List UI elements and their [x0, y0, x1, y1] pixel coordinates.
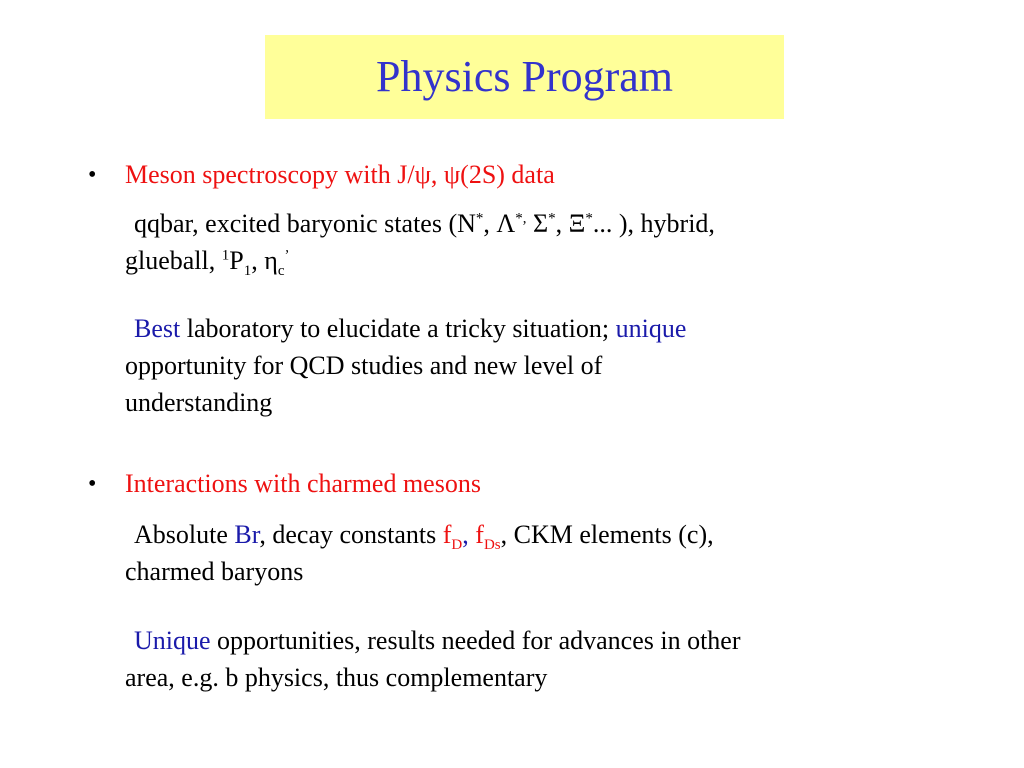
bullet-1-heading: Meson spectroscopy with J/ψ, ψ(2S) data [125, 160, 555, 189]
page-title: Physics Program [376, 52, 673, 101]
bullet-1-marker: • [88, 162, 97, 188]
paragraph-unique-opportunities: Unique opportunities, results needed for advances in other area, e.g. b physics, thus complementary [125, 626, 741, 692]
bullet-2-marker: • [88, 471, 97, 497]
paragraph-spectroscopy-states: qqbar, excited baryonic states (N*, Λ*, Σ*, Ξ*... ), hybrid, glueball, $^1P_1$, $\eta_c^’$ [125, 209, 715, 280]
bullet-2-heading: Interactions with charmed mesons [125, 469, 481, 498]
title-box [265, 35, 784, 119]
paragraph-best-laboratory: Best laboratory to elucidate a tricky situation; unique opportunity for QCD studies and new level of understanding [125, 314, 687, 417]
paragraph-charmed-absolute: Absolute Br, decay constants $f_D$, $f_{Ds}$, CKM elements (c), charmed baryons [125, 520, 714, 586]
